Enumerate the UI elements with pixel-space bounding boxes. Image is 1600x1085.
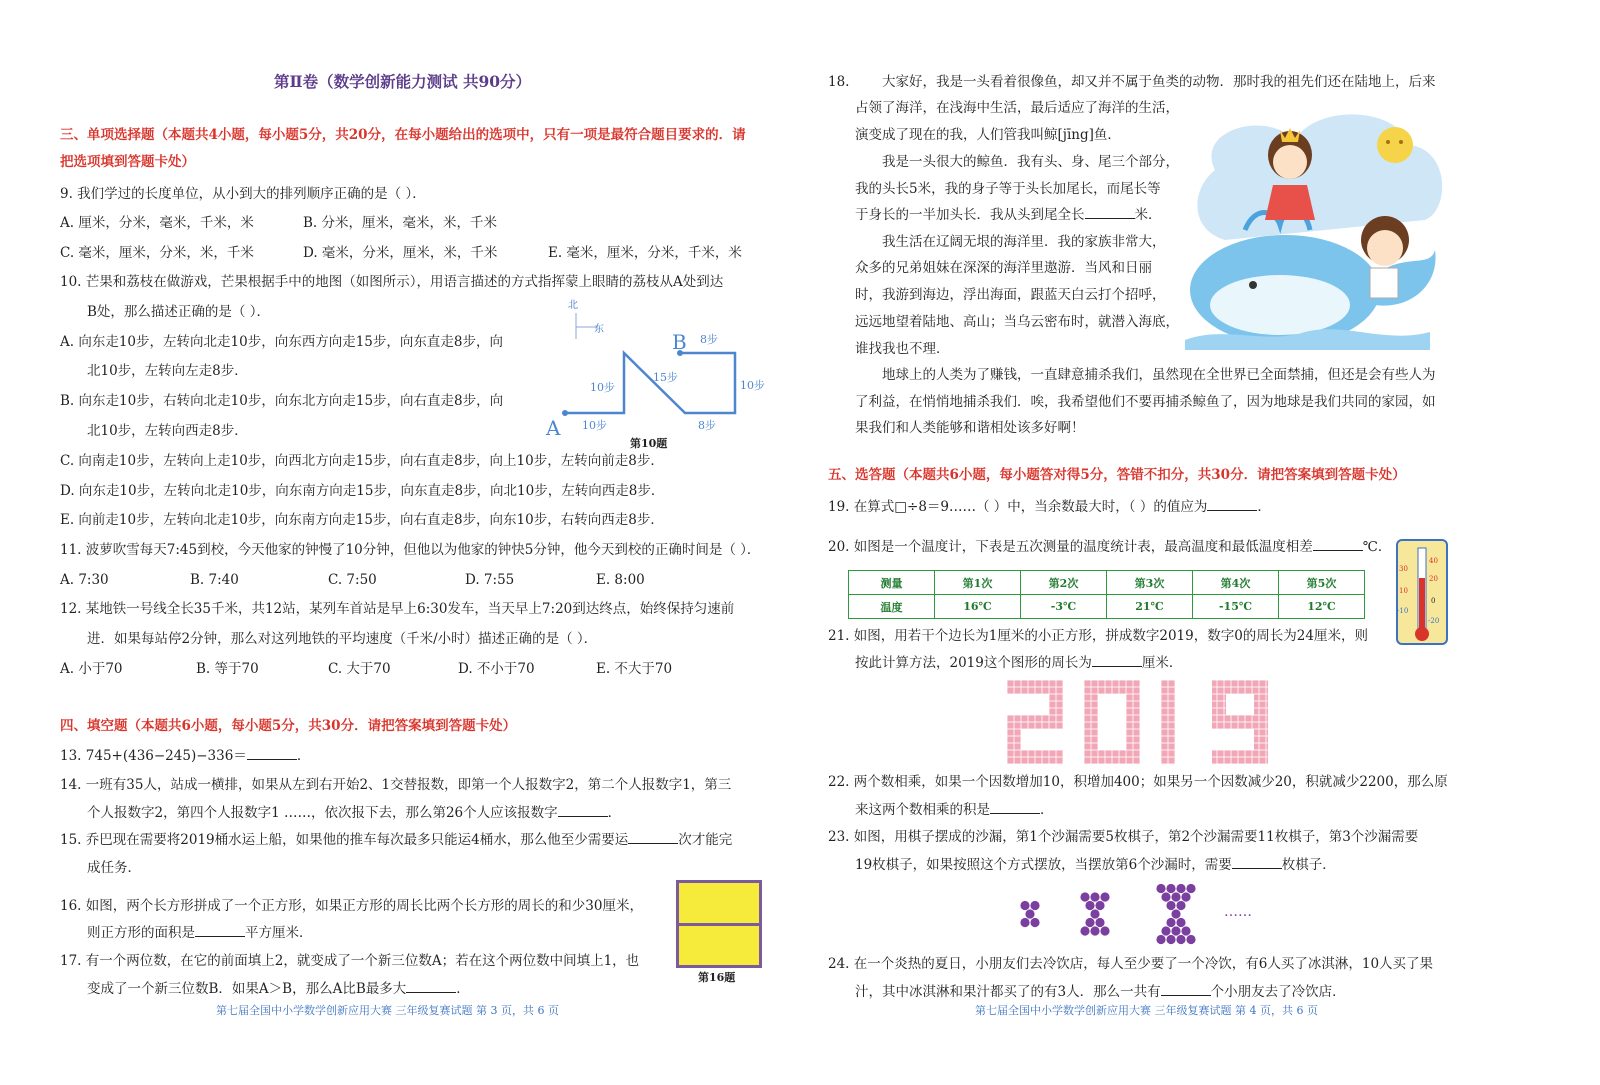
q10-option-c: C. 向南走10步，左转向上走10步，向西北方向走15步，向右直走8步，向上10步，左转向前走8步．: [60, 453, 664, 469]
q12-option-d: D. 不小于70: [458, 661, 535, 677]
q18-answer-blank: [1085, 205, 1135, 219]
thermometer-figure: [1395, 538, 1451, 648]
section-4-heading: 四、填空题（本题共6小题，每小题5分，共30分．请把答案填到答题卡处）: [60, 718, 517, 734]
question-21-line1: 21. 如图，用若干个边长为1厘米的小正方形，拼成数字2019，数字0的周长为24厘米，则: [828, 628, 1368, 644]
table-header-cell: 测量: [849, 571, 935, 595]
compass-north-label: 北: [568, 300, 578, 311]
whale-belly: [1210, 275, 1350, 335]
table-header-cell: 第2次: [1021, 571, 1107, 595]
section-5-heading: 五、选答题（本题共6小题，每小题答对得5分，答错不扣分，共30分．请把答案填到答题卡处）: [828, 467, 1406, 483]
q10-option-b: B. 向东走10步，右转向北走10步，向东北方向走15步，向右直走8步，向: [60, 393, 504, 409]
q17-answer-blank: [406, 979, 456, 993]
girl-dress: [1265, 185, 1315, 220]
hourglass-dot: [1171, 892, 1180, 901]
q11-option-d: D. 7:55: [465, 572, 515, 588]
page-title: 第Ⅱ卷（数学创新能力测试 共90分）: [274, 72, 532, 91]
q12-option-e: E. 不大于70: [596, 661, 673, 677]
q18-para3-line1: 我生活在辽阔无垠的海洋里．我的家族非常大，: [882, 234, 1166, 250]
question-12-line1: 12. 某地铁一号线全长35千米，共12站，某列车首站是早上6:30发车，当天早上7:20到达终点，始终保持匀速前: [60, 601, 735, 617]
q11-option-c: C. 7:50: [328, 572, 377, 588]
digits-2019-figure: [1007, 680, 1277, 765]
q23-unit: 枚棋子．: [1281, 857, 1336, 873]
question-14-line1: 14. 一班有35人，站成一横排，如果从左到右开始2、1交替报数，即第一个人报数字2，第二个人报数字1，第三: [60, 777, 732, 793]
q12-option-c: C. 大于70: [328, 661, 391, 677]
hourglass-dot: [1166, 884, 1175, 893]
q22-end: ．: [1040, 802, 1054, 818]
q9-option-d: D. 毫米，分米，厘米，米，千米: [303, 245, 498, 261]
table-header-cell: 第4次: [1193, 571, 1279, 595]
thermometer-mercury: [1419, 578, 1425, 630]
q12-option-b: B. 等于70: [196, 661, 259, 677]
thermo-tick-30: 30: [1399, 565, 1408, 573]
q17-text: 变成了一个新三位数B．如果A＞B，那么A比B最多大: [87, 981, 407, 997]
q18-para2-line3: [855, 205, 1162, 225]
left-page-footer: 第七届全国中小学数学创新应用大赛 三年级复赛试题 第 3 页，共 6 页: [216, 1004, 559, 1017]
hourglass-dot: [1161, 926, 1170, 935]
thermo-tick-minus10: -10: [1397, 607, 1409, 615]
hourglass-dot: [1171, 909, 1180, 918]
q18-para3-line3: 时，我游到海边，浮出海面，跟蓝天白云打个招呼，: [855, 287, 1166, 303]
q19-end: ．: [1257, 499, 1271, 515]
route-start-dot: [562, 410, 568, 416]
question-15-line1: [60, 830, 732, 850]
question-10-line1: 10. 芒果和荔枝在做游戏，芒果根据手中的地图（如图所示），用语言描述的方式指挥蒙上眼睛的荔枝从A处到达: [60, 274, 724, 290]
q11-option-b: B. 7:40: [190, 572, 239, 588]
q10-option-a-cont: 北10步，左转向左走8步．: [87, 363, 248, 379]
question-22-line2: [855, 800, 1054, 820]
q24-end: 个小朋友去了冷饮店．: [1210, 984, 1346, 1000]
hourglass-dot: [1100, 892, 1109, 901]
q11-option-a: A. 7:30: [60, 572, 109, 588]
digit-0: [1084, 680, 1140, 764]
question-13: 13. 745+(436−245)−336＝ ．: [60, 748, 311, 764]
q20-text: 20. 如图是一个温度计，下表是五次测量的温度统计表，最高温度和最低温度相差: [828, 539, 1313, 555]
q11-option-e: E. 8:00: [596, 572, 645, 588]
step-label-8-top: 8步: [700, 333, 718, 346]
q20-unit: ℃．: [1362, 539, 1392, 555]
q15-text-end: 次才能完: [678, 832, 733, 848]
q19-text: 19. 在算式□÷8＝9……（ ）中，当余数最大时，（ ）的值应为: [828, 499, 1208, 515]
question-11: 11. 波萝吹雪每天7:45到校，今天他家的钟慢了10分钟，但他以为他家的钟快5分钟，他今天到校的正确时间是（ ）．: [60, 542, 761, 558]
table-header-cell: 第1次: [935, 571, 1021, 595]
step-label-10-left: 10步: [590, 381, 615, 394]
hourglass-dot: [1095, 901, 1104, 910]
right-page-footer: 第七届全国中小学数学创新应用大赛 三年级复赛试题 第 4 页，共 6 页: [975, 1004, 1318, 1017]
step-label-10-bottom: 10步: [582, 419, 607, 432]
step-label-8-bottom: 8步: [698, 419, 716, 432]
hourglass-dot: [1020, 901, 1029, 910]
hourglass-dot: [1085, 901, 1094, 910]
q18-para3-line5: 谁找我也不理．: [855, 341, 950, 357]
q18-para2-line1: 我是一头很大的鲸鱼．我有头、身、尾三个部分，: [882, 154, 1179, 170]
sea-waves: [1185, 329, 1430, 350]
q18-para1-line3: 演变成了现在的我，人们管我叫鲸[jīng]鱼．: [855, 127, 1121, 143]
digit-1: [1161, 680, 1175, 764]
thermo-tick-20: 20: [1429, 575, 1438, 583]
q18-para3-line2: 众多的兄弟姐妹在深深的海洋里遨游．当风和日丽: [855, 260, 1152, 276]
sun-icon: [1377, 127, 1413, 163]
boy-shirt: [1370, 268, 1398, 298]
hourglass-dot: [1020, 918, 1029, 927]
q15-text: 15. 乔巴现在需要将2019桶水运上船，如果他的推车每次最多只能运4桶水，那么他至少需要运: [60, 832, 629, 848]
q12-option-a: A. 小于70: [60, 661, 123, 677]
q16-text-end: 平方厘米．: [245, 925, 313, 941]
table-cell: 温度: [849, 595, 935, 619]
question-9: 9. 我们学过的长度单位，从小到大的排列顺序正确的是（ ）．: [60, 186, 426, 202]
question-20: [828, 537, 1391, 557]
q18-para2-line2: 我的头长5米，我的身子等于头长加尾长，而尾长等: [855, 181, 1161, 197]
hourglass-dot: [1100, 926, 1109, 935]
question-23-line1: 23. 如图，用棋子摆成的沙漏，第1个沙漏需要5枚棋子，第2个沙漏需要11枚棋子，第3个沙漏需要: [828, 829, 1419, 845]
digit-2: [1007, 680, 1063, 764]
q23-answer-blank: [1232, 855, 1282, 869]
question-21-line2: [855, 653, 1182, 673]
hourglass-dot: [1166, 935, 1175, 944]
table-row: [849, 595, 1365, 619]
table-cell: -15℃: [1193, 595, 1279, 619]
digit-9: [1212, 680, 1268, 764]
girl-face: [1273, 145, 1307, 179]
q22-answer-blank: [990, 800, 1040, 814]
pattern-ellipsis: ……: [1224, 904, 1252, 920]
q10-option-a: A. 向东走10步，左转向北走10步，向东西方向走15步，向东直走8步，向: [60, 334, 503, 350]
question-10-line2: B处，那么描述正确的是（ ）．: [87, 304, 270, 320]
q19-answer-blank: [1207, 497, 1257, 511]
question-22-line1: 22. 两个数相乘，如果一个因数增加10，积增加400；如果另一个因数减少20，积就减少2200，那么原: [828, 774, 1448, 790]
question-15-line2: 成任务．: [87, 860, 141, 876]
q23-text: 19枚棋子，如果按照这个方式摆放，当摆放第6个沙漏时，需要: [855, 857, 1232, 873]
hourglass-dot: [1156, 935, 1165, 944]
hourglass-dot: [1090, 926, 1099, 935]
question-19: [828, 497, 1271, 517]
thermo-tick-minus20: -20: [1428, 617, 1440, 625]
hourglass-dot: [1080, 892, 1089, 901]
question-17-line1: 17. 有一个两位数，在它的前面填上2，就变成了一个新三位数A；若在这个两位数中间填上1，也: [60, 953, 640, 969]
q9-option-c: C. 毫米，厘米，分米，米，千米: [60, 245, 254, 261]
q24-answer-blank: [1161, 982, 1211, 996]
table-cell: -3℃: [1021, 595, 1107, 619]
q14-answer-blank: [558, 803, 608, 817]
hourglass-dot: [1166, 918, 1175, 927]
figure-16-caption: 第16题: [698, 971, 736, 984]
question-17-line2: 变成了一个新三位数B．如果A＞B，那么A比B最多大 ．: [87, 981, 470, 997]
q18-question-text: 于身长的一半加头长．我从头到尾全长: [855, 207, 1085, 223]
q10-option-b-cont: 北10步，左转向西走8步．: [87, 423, 248, 439]
q16-square-figure: [676, 880, 762, 968]
question-16-line1: 16. 如图，两个长方形拼成了一个正方形，如果正方形的周长比两个长方形的周长的和少30厘米，: [60, 898, 643, 914]
q18-para1-line1: 大家好，我是一头看着很像鱼，却又并不属于鱼类的动物．那时我的祖先们还在陆地上，后来: [882, 74, 1436, 90]
q10-option-d: D. 向东走10步，左转向北走10步，向东南方向走15步，向东直走8步，向北10步，左转向西走8步．: [60, 483, 665, 499]
question-14-line2: 个人报数字2，第四个人报数字1 ……，依次报下去，那么第26个人应该报数字 ．: [87, 805, 622, 821]
q9-option-b: B. 分米，厘米，毫米，米，千米: [303, 215, 498, 231]
hourglass-dot: [1176, 918, 1185, 927]
hourglass-dot: [1186, 935, 1195, 944]
figure-10-caption: 第10题: [630, 437, 668, 450]
hourglass-dot: [1176, 884, 1185, 893]
hourglass-dot: [1030, 918, 1039, 927]
section-3-heading-line2: 把选项填到答题卡处）: [60, 154, 195, 170]
hourglass-dot: [1181, 892, 1190, 901]
q13-answer-blank: [247, 746, 297, 760]
hourglass-dot: [1176, 935, 1185, 944]
question-18-number: 18.: [828, 74, 850, 90]
table-cell: 21℃: [1107, 595, 1193, 619]
table-header-cell: 第3次: [1107, 571, 1193, 595]
hourglass-dot: [1176, 901, 1185, 910]
thermo-tick-10: 10: [1399, 587, 1408, 595]
hourglass-dot: [1030, 901, 1039, 910]
question-23-line2: [855, 855, 1336, 875]
hourglass-dot: [1080, 926, 1089, 935]
q18-para3-line4: 远远地望着陆地、高山；当乌云密布时，就潜入海底，: [855, 314, 1179, 330]
hourglass-dot: [1095, 918, 1104, 927]
question-24-line2: [855, 982, 1346, 1002]
q22-text: 来这两个数相乘的积是: [855, 802, 990, 818]
q9-option-a: A. 厘米，分米，毫米，千米，米: [60, 215, 254, 231]
q18-unit: 米．: [1134, 207, 1162, 223]
table-header-row: [849, 571, 1365, 595]
hourglass-dot: [1186, 884, 1195, 893]
hourglass-dot: [1090, 909, 1099, 918]
hourglass-patterns: [1010, 878, 1280, 950]
q18-para4-line3: 果我们和人类能够和谐相处该多好啊！: [855, 420, 1085, 436]
q15-answer-blank: [628, 830, 678, 844]
q9-option-e: E. 毫米，厘米，分米，千米，米: [548, 245, 742, 261]
hourglass-dot: [1090, 892, 1099, 901]
right-page: [800, 0, 1600, 1085]
temperature-table: [848, 570, 1365, 619]
hourglass-dot: [1181, 926, 1190, 935]
q21-text: 按此计算方法，2019这个图形的周长为: [855, 655, 1092, 671]
q21-unit: 厘米．: [1141, 655, 1183, 671]
step-label-15: 15步: [653, 371, 678, 384]
table-header-cell: 第5次: [1279, 571, 1365, 595]
hourglass-dot: [1085, 918, 1094, 927]
hourglass-dot: [1171, 926, 1180, 935]
boy-face: [1367, 230, 1403, 266]
question-24-line1: 24. 在一个炎热的夏日，小朋友们去冷饮店，每人至少要了一个冷饮，有6人买了冰淇淋，10人买了果: [828, 956, 1434, 972]
point-a-label: A: [546, 416, 561, 440]
q18-para4-line1: 地球上的人类为了赚钱，一直肆意捕杀我们，虽然现在全世界已全面禁捕，但还是会有些人为: [882, 367, 1436, 383]
q14-text: 个人报数字2，第四个人报数字1 ……，依次报下去，那么第26个人应该报数字: [87, 805, 558, 821]
thermometer-bulb: [1415, 627, 1429, 641]
hourglass-dot: [1161, 892, 1170, 901]
q16-answer-blank: [195, 923, 245, 937]
table-cell: 12℃: [1279, 595, 1365, 619]
table-cell: 16℃: [935, 595, 1021, 619]
step-label-10-right: 10步: [740, 379, 765, 392]
section-3-heading-line1: 三、单项选择题（本题共4小题，每小题5分，共20分，在每小题给出的选项中，只有一项是最符合题目要求的．请: [60, 127, 746, 143]
q18-para1-line2: 占领了海洋，在浅海中生活，最后适应了海洋的生活，: [855, 100, 1179, 116]
thermo-tick-40: 40: [1429, 557, 1438, 565]
q20-answer-blank: [1313, 537, 1363, 551]
q16-rectangle-divider: [679, 923, 759, 926]
hourglass-dot: [1156, 884, 1165, 893]
compass-east-label: 东: [594, 324, 604, 335]
thermo-tick-0: 0: [1431, 597, 1436, 605]
whale-eye: [1249, 281, 1257, 289]
whale-illustration: [1185, 100, 1455, 350]
q16-text: 则正方形的面积是: [87, 925, 195, 941]
q10-route-map: [540, 295, 780, 455]
q10-option-e: E. 向前走10步，左转向北走10步，向东南方向走15步，向右直走8步，向东10步，右转向西走8步．: [60, 512, 664, 528]
crown-icon: [1280, 128, 1300, 142]
question-16-line2: [87, 923, 313, 943]
question-12-line2: 进．如果每站停2分钟，那么对这列地铁的平均速度（千米/小时）描述正确的是（ ）．: [87, 631, 598, 647]
q24-text: 汁，其中冰淇淋和果汁都买了的有3人．那么一共有: [855, 984, 1161, 1000]
q13-text: 13. 745+(436−245)−336＝: [60, 748, 247, 764]
point-b-label: B: [672, 330, 687, 354]
hourglass-dot: [1166, 901, 1175, 910]
hourglass-dot: [1025, 909, 1034, 918]
q21-answer-blank: [1092, 653, 1142, 667]
q18-para4-line2: 了利益，在悄悄地捕杀我们．唉，我希望他们不要再捕杀鲸鱼了，因为地球是我们共同的家园，如: [855, 394, 1436, 410]
